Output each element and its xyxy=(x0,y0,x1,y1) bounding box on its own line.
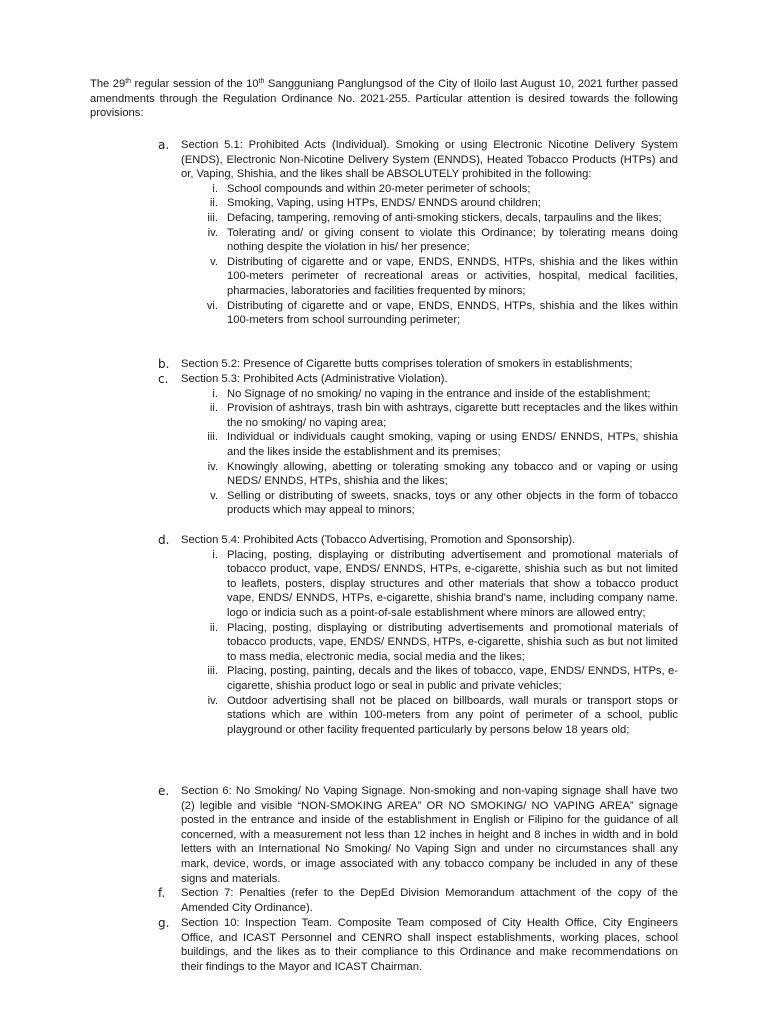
item-text: Smoking, Vaping, using HTPs, ENDS/ ENNDS around children; xyxy=(227,197,541,210)
roman-numeral: i. xyxy=(212,387,218,400)
roman-numeral: v. xyxy=(210,255,218,268)
intro-text: regular session of the 10 xyxy=(131,78,259,90)
roman-numeral: iii. xyxy=(207,211,218,224)
section-g xyxy=(158,916,678,974)
roman-numeral: ii. xyxy=(209,621,218,634)
item-text: Provision of ashtrays, trash bin with ashtrays, cigarette butt receptacles and the likes within the no smoking/ no vaping area; xyxy=(227,402,678,429)
list-item xyxy=(181,664,678,693)
list-item xyxy=(181,460,678,489)
roman-numeral: ii. xyxy=(209,197,218,210)
item-text: Distributing of cigarette and or vape, ENDS, ENNDS, HTPs, shishia and the likes within 100-meters perimeter of recreational areas or activities, hospital, medical facilities, pharmacies, laboratories and facilities frequented by minors; xyxy=(227,255,678,297)
section-text: Section 7: Penalties (refer to the DepEd Division Memorandum attachment of the copy of the Amended City Ordinance). xyxy=(181,887,678,914)
item-text: Distributing of cigarette and or vape, ENDS, ENNDS, HTPs, shishia and the likes within 100-meters from school surrounding perimeter; xyxy=(227,299,678,327)
section-text: Section 6: No Smoking/ No Vaping Signage. Non-smoking and non-vaping signage shall have two (2) legible and visible “NON-SMOKING AREA” OR NO SMOKING/ NO VAPING AREA” signage posted in the entrance and inside of the establishment in English or Filipino for the guidance of all concerned, with a measurement not less than 12 inches in height and 8 inches in width and in bold letters with an International No Smoking/ No Vaping Sign and under no circumstances shall any mark, device, words, or image associated with any tobacco company be included in any of these signs and materials. xyxy=(181,785,678,885)
section-letter: a. xyxy=(158,138,170,152)
section-e xyxy=(158,784,678,886)
list-item xyxy=(181,255,678,299)
intro-text: The 29 xyxy=(90,78,126,90)
item-text: Individual or individuals caught smoking, vaping or using ENDS/ ENNDS, HTPs, shishia and the likes inside the establishment and its premises; xyxy=(227,431,678,458)
roman-numeral: i. xyxy=(212,182,218,195)
item-text: Selling or distributing of sweets, snacks, toys or any other objects in the form of tobacco products which may appeal to minors; xyxy=(227,489,678,517)
list-item xyxy=(181,548,678,621)
list-item xyxy=(181,387,678,402)
item-text: Knowingly allowing, abetting or tolerating smoking any tobacco and or vaping or using NEDS/ ENNDS, HTPs, shishia and the likes; xyxy=(227,460,678,488)
section-text: Section 5.2: Presence of Cigarette butts comprises toleration of smokers in establishments; xyxy=(181,358,633,370)
section-letter: e. xyxy=(158,784,170,798)
item-text: Tolerating and/ or giving consent to violate this Ordinance; by tolerating means doing nothing despite the violation in his/ her presence; xyxy=(227,226,678,254)
roman-numeral: iv. xyxy=(207,694,218,707)
section-f xyxy=(158,886,678,915)
item-text: Placing, posting, displaying or distributing advertisements and promotional materials of tobacco products, vape, ENDS/ ENNDS, HTPs, e-cigarette, shishia such as but not limited to mass media, electronic media, social media and the likes; xyxy=(227,621,678,663)
list-item xyxy=(181,299,678,328)
section-letter: f. xyxy=(158,886,166,900)
list-item xyxy=(181,226,678,255)
roman-numeral: ii. xyxy=(209,402,218,415)
section-letter: c. xyxy=(158,372,169,386)
section-text: Section 5.4: Prohibited Acts (Tobacco Advertising, Promotion and Sponsorship). xyxy=(181,534,576,546)
section-b xyxy=(158,357,678,372)
list-item xyxy=(181,430,678,459)
section-letter: g. xyxy=(158,916,170,930)
roman-numeral: iii. xyxy=(207,665,218,678)
ordinal-suffix: th xyxy=(125,78,132,85)
section-d xyxy=(158,533,678,737)
list-item xyxy=(181,401,678,430)
section-letter: d. xyxy=(158,533,170,547)
section-a xyxy=(158,138,678,328)
roman-numeral: vi. xyxy=(206,299,218,312)
item-text: School compounds and within 20-meter perimeter of schools; xyxy=(227,182,531,195)
item-text: Placing, posting, displaying or distributing advertisement and promotional materials of tobacco product, vape, ENDS/ ENNDS, HTPs, e-cigarette, shishia such as but not limited to leaflets, posters, display structures and other materials that show a tobacco product vape, ENDS/ ENNDS, HTPs, e-cigarette, shishia brand’s name, including company name. logo or indicia such as a point-of-sale establishment where minors are allowed entry; xyxy=(227,548,678,619)
item-text: Outdoor advertising shall not be placed on billboards, wall murals or transport stops or stations which are within 100-meters from any point of perimeter of a school, public playground or other facility frequented particularly by persons below 18 years old; xyxy=(227,694,678,736)
list-item xyxy=(181,211,678,226)
list-item xyxy=(181,182,678,197)
list-item xyxy=(181,196,678,211)
roman-numeral: iv. xyxy=(207,226,218,239)
list-item xyxy=(181,489,678,518)
item-text: Placing, posting, painting, decals and the likes of tobacco, vape, ENDS/ ENNDS, HTPs, e-cigarette, shishia product logo or seal in public and private vehicles; xyxy=(227,665,678,692)
list-item xyxy=(181,621,678,665)
ordinal-suffix: th xyxy=(258,78,265,85)
roman-numeral: iv. xyxy=(207,460,218,473)
roman-numeral: iii. xyxy=(207,431,218,444)
roman-numeral: i. xyxy=(212,548,218,561)
section-text: Section 5.1: Prohibited Acts (Individual). Smoking or using Electronic Nicotine Delivery System (ENDS), Electronic Non-Nicotine Delivery System (ENNDS), Heated Tobacco Products (HTPs) and or, Vaping, Shishia, and the likes shall be ABSOLUTELY prohibited in the following: xyxy=(181,139,678,181)
intro-paragraph xyxy=(90,77,678,121)
section-c xyxy=(158,372,678,518)
section-text: Section 5.3: Prohibited Acts (Administrative Violation). xyxy=(181,373,448,385)
section-letter: b. xyxy=(158,357,170,371)
item-text: Defacing, tampering, removing of anti-smoking stickers, decals, tarpaulins and the likes; xyxy=(227,211,662,224)
roman-numeral: v. xyxy=(210,489,218,502)
section-text: Section 10: Inspection Team. Composite Team composed of City Health Office, City Engineers Office, and ICAST Personnel and CENRO shall inspect establishments, working places, school buildings, and the likes as to their compliance to this Ordinance and make recommendations on their findings to the Mayor and ICAST Chairman. xyxy=(181,917,678,973)
list-item xyxy=(181,694,678,738)
item-text: No Signage of no smoking/ no vaping in the entrance and inside of the establishment; xyxy=(227,387,651,400)
intro-text: Sangguniang Panglungsod of the City of Iloilo last August 10, 2021 further passed amendments through the Regulation Ordinance No. 2021-255. Particular attention is desired towards the following provisions: xyxy=(90,78,678,120)
